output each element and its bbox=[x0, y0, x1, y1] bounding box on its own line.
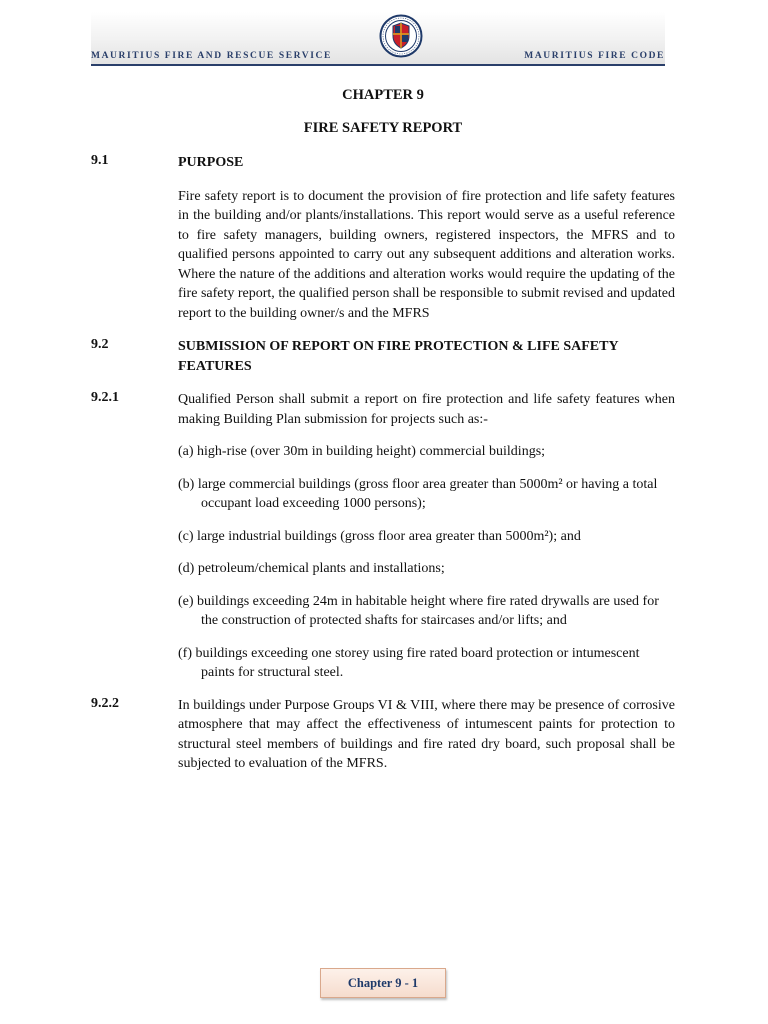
section-number: 9.1 bbox=[91, 153, 109, 168]
list-item: (b) large commercial buildings (gross floor area greater than 5000m² or having a total occupant load exceeding 1000 persons); bbox=[178, 476, 658, 511]
page-number-footer: Chapter 9 - 1 bbox=[320, 968, 446, 998]
section-heading: SUBMISSION OF REPORT ON FIRE PROTECTION & LIFE SAFETY FEATURES bbox=[178, 339, 619, 374]
section-paragraph: Qualified Person shall submit a report on fire protection and life safety features when making Building Plan submission for projects such as:- bbox=[178, 392, 675, 427]
chapter-title: CHAPTER 9 bbox=[342, 87, 424, 103]
mfrs-emblem-logo bbox=[379, 14, 423, 58]
section-paragraph: Fire safety report is to document the provision of fire protection and life safety features in the building and/or plants/installations. This report would serve as a useful reference to fire safety managers, building owners, registered inspectors, the MFRS and to qualified persons appointed to carry out any subsequent additions and alteration works. Where the nature of the additions and alteration works would require the updating of the fire safety report, the qualified person shall be responsible to submit revised and updated report to the building owner/s and the MFRS bbox=[178, 188, 675, 321]
section-number: 9.2.1 bbox=[91, 390, 119, 405]
section-9-2-2 bbox=[91, 696, 675, 774]
section-9-2 bbox=[91, 337, 675, 376]
report-title: FIRE SAFETY REPORT bbox=[303, 120, 463, 136]
document-body bbox=[91, 84, 675, 774]
section-number: 9.2.2 bbox=[91, 695, 119, 711]
section-9-1 bbox=[91, 153, 675, 323]
page-header bbox=[91, 12, 665, 66]
list-item: (f) buildings exceeding one storey using fire rated board protection or intumescent paints for structural steel. bbox=[178, 645, 640, 680]
section-paragraph: In buildings under Purpose Groups VI & VIII, where there may be presence of corrosive atmosphere that may affect the effectiveness of intumescent paints for protection to structural steel members of buildings and fire rated dry board, such proposal shall be subjected to evaluation of the MFRS. bbox=[178, 697, 675, 771]
list-item: (e) buildings exceeding 24m in habitable height where fire rated drywalls are used for the construction of protected shafts for staircases and/or lifts; and bbox=[178, 593, 659, 628]
header-left-text: MAURITIUS FIRE AND RESCUE SERVICE bbox=[91, 51, 332, 61]
list-item: (a) high-rise (over 30m in building height) commercial buildings; bbox=[178, 444, 546, 459]
section-heading: PURPOSE bbox=[178, 155, 244, 170]
section-9-2-1 bbox=[91, 390, 675, 683]
list-item: (d) petroleum/chemical plants and installations; bbox=[178, 561, 445, 576]
section-number: 9.2 bbox=[91, 337, 109, 352]
list-item: (c) large industrial buildings (gross floor area greater than 5000m²); and bbox=[178, 528, 581, 544]
header-right-text: MAURITIUS FIRE CODE bbox=[524, 51, 665, 61]
